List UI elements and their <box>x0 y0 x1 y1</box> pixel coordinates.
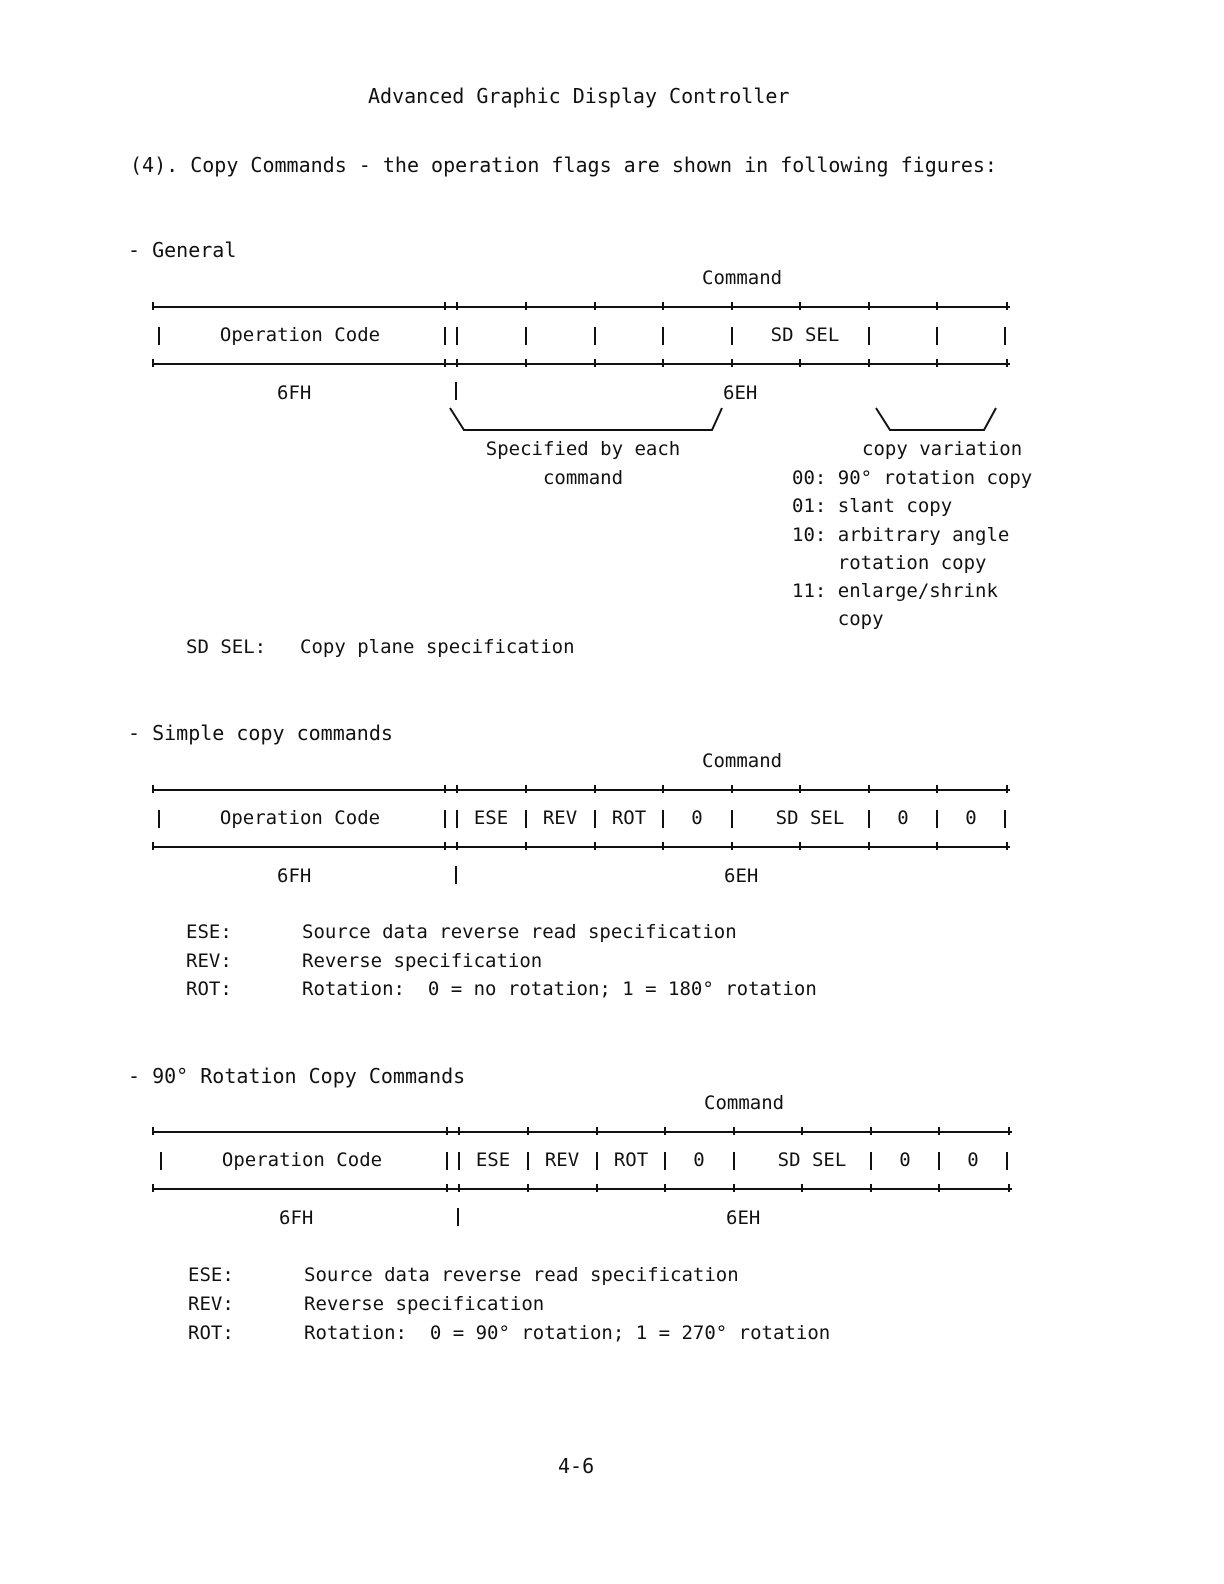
tick <box>936 842 938 850</box>
tick <box>1006 359 1008 367</box>
tick <box>801 1184 803 1192</box>
field-separator <box>594 327 596 345</box>
variation-item: 11: enlarge/shrink <box>792 580 998 602</box>
tick <box>870 1184 872 1192</box>
hex-6eh: 6EH <box>723 382 758 404</box>
command-label: Command <box>702 750 783 772</box>
register-bottom-border <box>152 846 1010 848</box>
field-separator <box>158 810 160 828</box>
field-zero: 0 <box>693 1149 705 1171</box>
tick <box>870 1127 872 1135</box>
specified-command-label: command <box>542 467 624 489</box>
tick <box>868 785 870 793</box>
def-key: REV: <box>186 950 232 972</box>
tick <box>525 302 527 310</box>
tick <box>1008 1184 1010 1192</box>
variation-item: rotation copy <box>792 552 987 574</box>
def-value: Rotation: 0 = no rotation; 1 = 180° rotation <box>302 978 817 1000</box>
field-separator <box>731 810 733 828</box>
def-value: Source data reverse read specification <box>304 1264 739 1286</box>
tick <box>731 359 733 367</box>
tick <box>152 842 154 850</box>
tick <box>733 1184 735 1192</box>
def-key: ESE: <box>188 1264 234 1286</box>
tick <box>152 359 154 367</box>
hex-6eh: 6EH <box>724 865 759 887</box>
tick <box>525 842 527 850</box>
bracket-specified <box>440 404 740 436</box>
operation-code-label: Operation Code <box>221 1149 383 1171</box>
command-label: Command <box>704 1092 785 1114</box>
page-number: 4-6 <box>558 1454 595 1478</box>
field-zero: 0 <box>967 1149 979 1171</box>
tick <box>1006 785 1008 793</box>
hex-6fh: 6FH <box>277 865 312 887</box>
field-separator <box>444 810 446 828</box>
tick <box>1006 302 1008 310</box>
tick <box>799 359 801 367</box>
def-value: Reverse specification <box>302 950 543 972</box>
def-value: Source data reverse read specification <box>302 921 737 943</box>
tick <box>731 785 733 793</box>
hex-6eh: 6EH <box>726 1207 761 1229</box>
bracket-copy-variation <box>866 404 1006 436</box>
tick <box>444 302 446 310</box>
tick <box>594 302 596 310</box>
field-sd-sel: SD SEL <box>777 1149 847 1171</box>
field-rot: ROT <box>613 1149 649 1171</box>
tick <box>152 1184 154 1192</box>
field-zero: 0 <box>965 807 977 829</box>
tick <box>664 1127 666 1135</box>
tick <box>733 1127 735 1135</box>
tick <box>662 302 664 310</box>
operation-code-label: Operation Code <box>219 807 381 829</box>
tick <box>662 785 664 793</box>
tick <box>152 785 154 793</box>
section-heading-rotation: - 90° Rotation Copy Commands <box>128 1064 466 1088</box>
tick <box>446 1184 448 1192</box>
tick <box>938 1184 940 1192</box>
hex-6fh: 6FH <box>277 382 312 404</box>
field-rev: REV <box>544 1149 580 1171</box>
field-ese: ESE <box>473 807 509 829</box>
tick <box>456 302 458 310</box>
variation-item: 01: slant copy <box>792 495 953 517</box>
def-value: Reverse specification <box>304 1293 545 1315</box>
specified-by-each-label: Specified by each <box>485 438 681 460</box>
field-separator <box>936 327 938 345</box>
field-zero: 0 <box>899 1149 911 1171</box>
field-rot: ROT <box>611 807 647 829</box>
field-sd-sel: SD SEL <box>775 807 845 829</box>
field-separator <box>733 1152 735 1170</box>
tick <box>596 1184 598 1192</box>
tick <box>594 785 596 793</box>
field-zero: 0 <box>691 807 703 829</box>
boundary-marker <box>455 866 457 884</box>
tick <box>525 359 527 367</box>
tick <box>1006 842 1008 850</box>
tick <box>458 1184 460 1192</box>
tick <box>801 1127 803 1135</box>
tick <box>799 842 801 850</box>
field-separator <box>160 1152 162 1170</box>
tick <box>456 359 458 367</box>
tick <box>446 1127 448 1135</box>
tick <box>938 1127 940 1135</box>
field-rev: REV <box>542 807 578 829</box>
field-ese: ESE <box>475 1149 511 1171</box>
field-separator <box>158 327 160 345</box>
tick <box>868 302 870 310</box>
field-separator <box>525 327 527 345</box>
tick <box>936 785 938 793</box>
tick <box>152 302 154 310</box>
register-top-border <box>152 789 1010 791</box>
intro-text: (4). Copy Commands - the operation flags are shown in following figures: <box>130 153 997 177</box>
copy-variation-title: copy variation <box>862 438 1023 460</box>
section-heading-simple: - Simple copy commands <box>128 721 393 745</box>
command-label: Command <box>702 267 783 289</box>
note-value: Copy plane specification <box>300 636 575 658</box>
note-key: SD SEL: <box>186 636 267 658</box>
tick <box>664 1184 666 1192</box>
field-separator <box>868 327 870 345</box>
hex-6fh: 6FH <box>279 1207 314 1229</box>
field-zero: 0 <box>897 807 909 829</box>
variation-item: 00: 90° rotation copy <box>792 467 1033 489</box>
field-separator <box>1006 1152 1008 1170</box>
boundary-marker <box>457 1208 459 1226</box>
operation-code-label: Operation Code <box>219 324 381 346</box>
def-value: Rotation: 0 = 90° rotation; 1 = 270° rotation <box>304 1322 831 1344</box>
tick <box>456 785 458 793</box>
field-separator <box>446 1152 448 1170</box>
tick <box>458 1127 460 1135</box>
tick <box>662 842 664 850</box>
field-separator <box>456 327 458 345</box>
field-separator <box>662 327 664 345</box>
def-key: ROT: <box>188 1322 234 1344</box>
tick <box>868 359 870 367</box>
tick <box>868 842 870 850</box>
variation-item: copy <box>792 608 884 630</box>
page-title: Advanced Graphic Display Controller <box>368 84 790 108</box>
tick <box>662 359 664 367</box>
register-bottom-border <box>152 363 1010 365</box>
field-separator <box>731 327 733 345</box>
variation-item: 10: arbitrary angle <box>792 524 1010 546</box>
register-top-border <box>152 1131 1012 1133</box>
tick <box>1008 1127 1010 1135</box>
tick <box>525 785 527 793</box>
def-key: ROT: <box>186 978 232 1000</box>
tick <box>596 1127 598 1135</box>
register-bottom-border <box>152 1188 1012 1190</box>
tick <box>527 1127 529 1135</box>
tick <box>731 842 733 850</box>
tick <box>444 785 446 793</box>
tick <box>936 359 938 367</box>
tick <box>456 842 458 850</box>
section-heading-general: - General <box>128 238 237 262</box>
field-separator <box>444 327 446 345</box>
tick <box>527 1184 529 1192</box>
tick <box>444 842 446 850</box>
field-separator <box>1004 810 1006 828</box>
tick <box>731 302 733 310</box>
tick <box>936 302 938 310</box>
tick <box>444 359 446 367</box>
field-separator <box>1004 327 1006 345</box>
def-key: REV: <box>188 1293 234 1315</box>
tick <box>152 1127 154 1135</box>
sd-sel-field: SD SEL <box>770 324 840 346</box>
register-top-border <box>152 306 1010 308</box>
tick <box>594 359 596 367</box>
tick <box>799 302 801 310</box>
boundary-marker <box>455 382 457 400</box>
tick <box>594 842 596 850</box>
tick <box>799 785 801 793</box>
def-key: ESE: <box>186 921 232 943</box>
